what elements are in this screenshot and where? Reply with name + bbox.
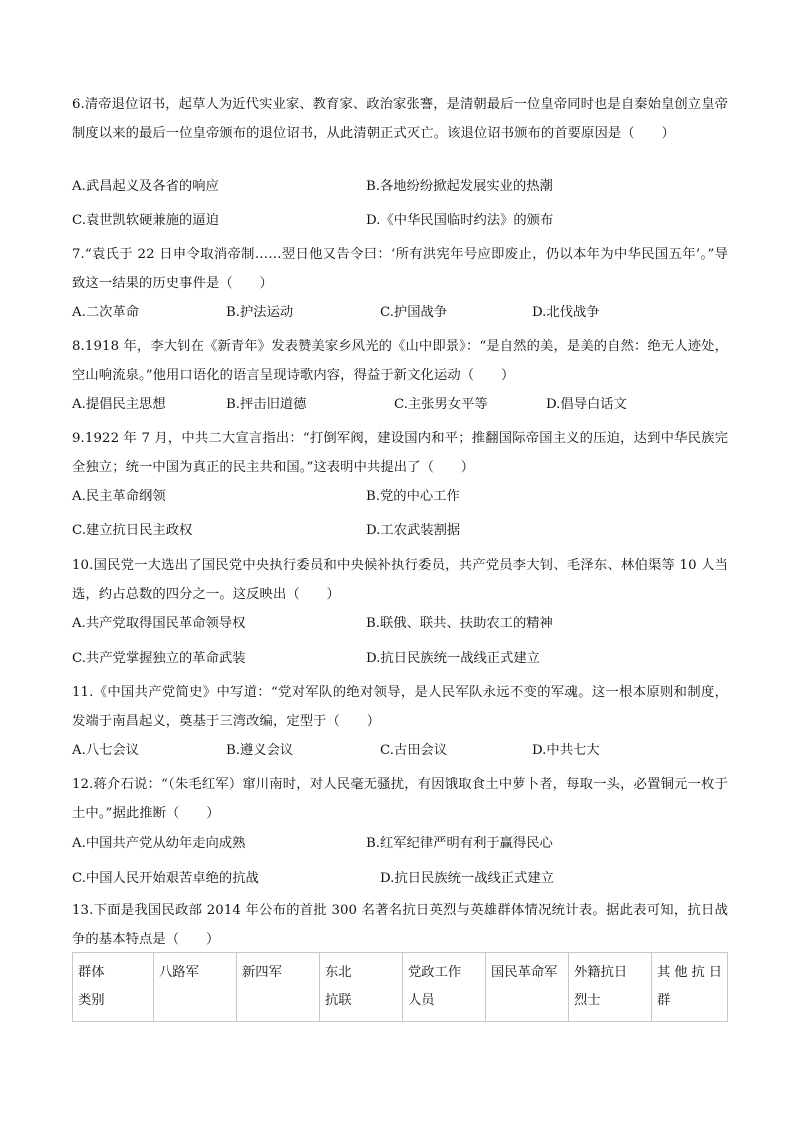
question-10-options bbox=[72, 614, 728, 634]
question-9-options bbox=[72, 487, 728, 507]
option-d: D.倡导白话文 bbox=[546, 397, 627, 412]
table-header-cell: 党政工作 人员 bbox=[403, 953, 486, 1022]
question-8-options bbox=[72, 395, 728, 415]
question-12-options bbox=[72, 834, 728, 854]
table-header-cell: 国民革命军 bbox=[486, 953, 569, 1022]
option-c: C.古田会议 bbox=[380, 743, 448, 758]
table-header-cell: 八路军 bbox=[154, 953, 237, 1022]
option-c: C.护国战争 bbox=[380, 305, 448, 320]
option-b: B.各地纷纷掀起发展实业的热潮 bbox=[366, 179, 553, 194]
question-9-stem: 9.1922 年 7 月，中共二大宣言指出：“打倒军阀，建设国内和平；推翻国际帝国主义的压迫，达到中华民族完全独立；统一中国为真正的民主共和国。”这表明中共提出了（ ） bbox=[72, 431, 728, 475]
option-d: D.抗日民族统一战线正式建立 bbox=[380, 871, 554, 886]
table-header-cell: 外籍抗日 烈士 bbox=[569, 953, 652, 1022]
question-7-options bbox=[72, 303, 728, 323]
option-a: A.共产党取得国民革命领导权 bbox=[72, 616, 246, 631]
option-c: C.中国人民开始艰苦卓绝的抗战 bbox=[72, 871, 259, 886]
table-header-cell: 新四军 bbox=[237, 953, 320, 1022]
question-13-stem: 13.下面是我国民政部 2014 年公布的首批 300 名著名抗日英烈与英雄群体情况统计表。据此表可知，抗日战争的基本特点是（ ） bbox=[72, 903, 728, 947]
option-b: B.抨击旧道德 bbox=[226, 397, 307, 412]
table-header-cell: 东北 抗联 bbox=[320, 953, 403, 1022]
question-12-stem: 12.蒋介石说：“（朱毛红军）窜川南时，对人民毫无骚扰，有因饿取食土中萝卜者，每取一头，必置铜元一枚于土中。”据此推断（ ） bbox=[72, 777, 728, 821]
question-6-stem: 6.清帝退位诏书，起草人为近代实业家、教育家、政治家张謇，是清朝最后一位皇帝同时也是自秦始皇创立皇帝制度以来的最后一位皇帝颁布的退位诏书，从此清朝正式灭亡。该退位诏书颁布的首要原因是（ ） bbox=[72, 97, 728, 141]
option-a: A.提倡民主思想 bbox=[72, 397, 166, 412]
option-b: B.联俄、联共、扶助农工的精神 bbox=[366, 616, 553, 631]
question-11-stem: 11.《中国共产党简史》中写道：“党对军队的绝对领导，是人民军队永远不变的军魂。这一根本原则和制度，发端于南昌起义，奠基于三湾改编，定型于（ ） bbox=[72, 685, 728, 729]
question-12-options-2 bbox=[72, 869, 728, 889]
option-a: A.八七会议 bbox=[72, 743, 140, 758]
option-d: D.抗日民族统一战线正式建立 bbox=[366, 651, 540, 666]
option-c: C.袁世凯软硬兼施的逼迫 bbox=[72, 213, 219, 228]
option-b: B.遵义会议 bbox=[226, 743, 294, 758]
question-10-options-2 bbox=[72, 649, 728, 669]
question-8-stem: 8.1918 年，李大钊在《新青年》发表赞美家乡风光的《山中即景》：“是自然的美，是美的自然：绝无人迹处，空山响流泉。”他用口语化的语言呈现诗歌内容，得益于新文化运动（ ） bbox=[72, 339, 728, 383]
question-9-options-2 bbox=[72, 521, 728, 541]
question-11-options bbox=[72, 741, 728, 761]
question-6-options bbox=[72, 177, 728, 197]
question-7-stem: 7.“袁氏于 22 日申令取消帝制……翌日他又告令曰：‘所有洪宪年号应即废止，仍以本年为中华民国五年’。”导致这一结果的历史事件是（ ） bbox=[72, 247, 728, 291]
option-b: B.党的中心工作 bbox=[366, 489, 460, 504]
statistics-table bbox=[72, 952, 728, 1022]
option-b: B.护法运动 bbox=[226, 305, 294, 320]
option-c: C.主张男女平等 bbox=[394, 397, 488, 412]
option-d: D.北伐战争 bbox=[532, 305, 600, 320]
option-a: A.二次革命 bbox=[72, 305, 140, 320]
option-d: D.《中华民国临时约法》的颁布 bbox=[366, 213, 554, 228]
option-a: A.民主革命纲领 bbox=[72, 489, 166, 504]
option-d: D.中共七大 bbox=[532, 743, 600, 758]
question-6-options-2 bbox=[72, 211, 728, 231]
option-a: A.武昌起义及各省的响应 bbox=[72, 179, 219, 194]
table-header-row bbox=[73, 953, 728, 1022]
option-a: A.中国共产党从幼年走向成熟 bbox=[72, 836, 246, 851]
table-header-cell: 其他抗日群 bbox=[652, 953, 728, 1022]
option-d: D.工农武装割据 bbox=[366, 523, 461, 538]
option-b: B.红军纪律严明有利于赢得民心 bbox=[366, 836, 553, 851]
option-c: C.建立抗日民主政权 bbox=[72, 523, 193, 538]
question-10-stem: 10.国民党一大选出了国民党中央执行委员和中央候补执行委员，共产党员李大钊、毛泽东、林伯渠等 10 人当选，约占总数的四分之一。这反映出（ ） bbox=[72, 558, 728, 602]
table-header-cell: 群体 类别 bbox=[73, 953, 154, 1022]
option-c: C.共产党掌握独立的革命武装 bbox=[72, 651, 246, 666]
